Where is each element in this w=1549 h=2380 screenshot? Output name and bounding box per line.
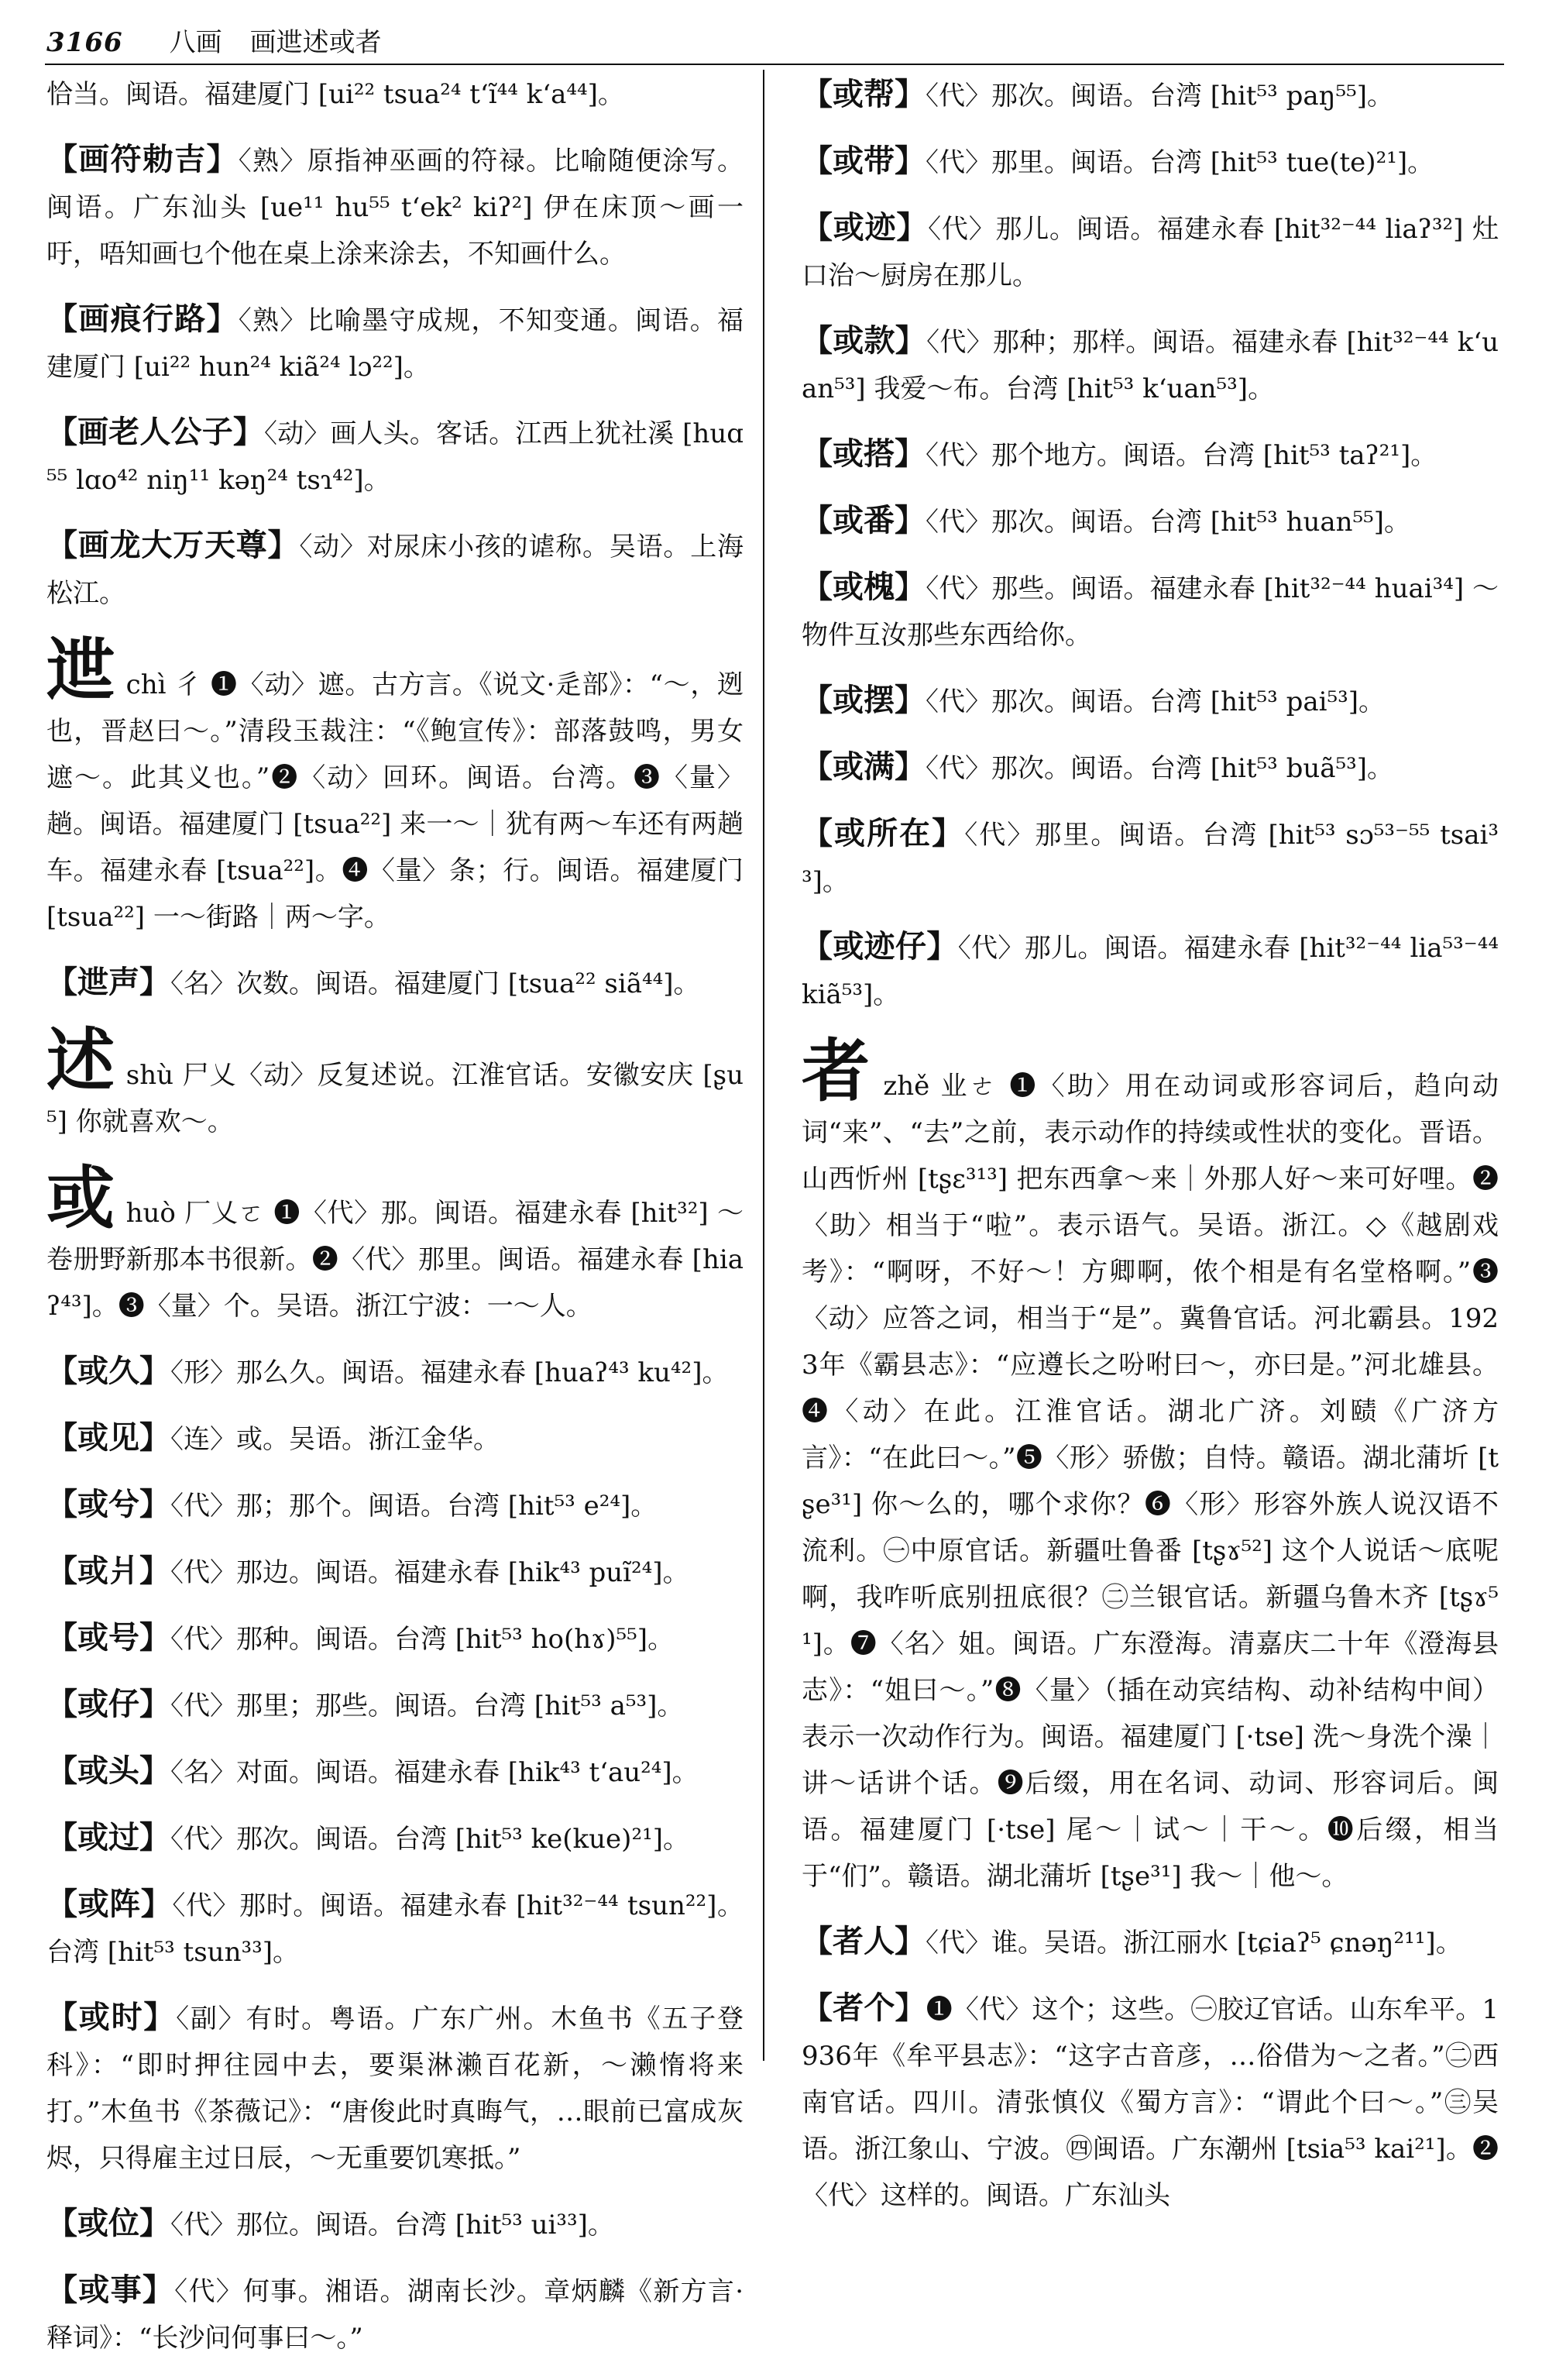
entry-headword: 【画痕行路】 bbox=[46, 301, 239, 337]
compound-entry bbox=[46, 136, 744, 277]
entry-definition: 〈代〉那次。闽语。台湾 [hit⁵³ huan⁵⁵]。 bbox=[926, 507, 1411, 538]
entry-headword: 【或番】 bbox=[802, 502, 926, 538]
entry-definition: 〈代〉谁。吴语。浙江丽水 [tɕiaʔ⁵ ɕnəŋ²¹¹]。 bbox=[926, 1928, 1462, 1959]
headword-char: 或 bbox=[46, 1157, 115, 1238]
entry-headword: 【或兮】 bbox=[46, 1486, 170, 1522]
compound-entry bbox=[46, 296, 744, 390]
header-title: 画迣述或者 bbox=[249, 27, 382, 58]
entry-headword: 【或槐】 bbox=[802, 569, 926, 605]
entry-headword: 【或事】 bbox=[46, 2272, 175, 2308]
compound-entry bbox=[46, 1481, 744, 1529]
headword-entry bbox=[46, 1020, 744, 1145]
entry-headword: 【或迹仔】 bbox=[802, 928, 958, 965]
compound-entry bbox=[802, 431, 1499, 479]
entry-definition: chì 彳 ❶〈动〉遮。古方言。《说文·辵部》：“～，迾也，晋赵曰～。”清段玉裁注：“《鲍宣传》：部落鼓鸣，男女遮～。此其义也。”❷〈动〉回环。闽语。台湾。❸〈量〉趟。闽语。福建厦门 [tsua²²] 来一～｜犹有两～车还有两趟车。福建永春 [tsua²²]。❹〈量〉条；行。闽语。福建厦门 [tsua²²] 一～街路｜两～字。 bbox=[46, 669, 744, 933]
compound-entry bbox=[46, 1415, 744, 1463]
entry-continuation bbox=[46, 71, 744, 118]
entry-definition: 〈动〉画人头。客话。江西上犹社溪 [huɑ⁵⁵ lɑo⁴² niŋ¹¹ kəŋ²⁴ tsɿ⁴²]。 bbox=[46, 418, 744, 496]
compound-entry bbox=[46, 409, 744, 504]
entry-headword: 【或位】 bbox=[46, 2205, 170, 2241]
entry-definition: 〈代〉那种；那样。闽语。福建永春 [hit³²⁻⁴⁴ kʻuan⁵³] 我爱～布。台湾 [hit⁵³ kʻuan⁵³]。 bbox=[802, 327, 1499, 404]
section-label: 八画 bbox=[169, 27, 222, 58]
entry-definition: 〈代〉那种。闽语。台湾 [hit⁵³ ho(hɤ)⁵⁵]。 bbox=[170, 1624, 675, 1655]
entry-definition: 〈代〉那个地方。闽语。台湾 [hit⁵³ taʔ²¹]。 bbox=[926, 440, 1437, 471]
compound-entry bbox=[46, 1548, 744, 1596]
compound-entry bbox=[802, 1985, 1499, 2219]
compound-entry bbox=[46, 2267, 744, 2361]
headword-char: 者 bbox=[802, 1030, 873, 1111]
entry-definition: 〈形〉那么久。闽语。福建永春 [huaʔ⁴³ ku⁴²]。 bbox=[170, 1357, 729, 1388]
entry-definition: 〈代〉那儿。闽语。福建永春 [hit³²⁻⁴⁴ liaʔ³²] 灶口治～厨房在那儿。 bbox=[802, 214, 1499, 291]
column-divider bbox=[763, 70, 764, 2061]
entry-definition: 恰当。闽语。福建厦门 [ui²² tsua²⁴ tʻĩ⁴⁴ kʻa⁴⁴]。 bbox=[46, 79, 624, 110]
entry-definition: shù 尸乂〈动〉反复述说。江淮官话。安徽安庆 [ʂu⁵] 你就喜欢～。 bbox=[46, 1060, 744, 1137]
compound-entry bbox=[802, 744, 1499, 792]
headword-entry bbox=[802, 1030, 1499, 1900]
headword-entry bbox=[46, 1157, 744, 1329]
entry-definition: 〈代〉那时。闽语。福建永春 [hit³²⁻⁴⁴ tsun²²]。台湾 [hit⁵³ tsun³³]。 bbox=[46, 1890, 744, 1968]
entry-headword: 【或头】 bbox=[46, 1752, 170, 1789]
compound-entry bbox=[802, 497, 1499, 545]
entry-headword: 【画符勅吉】 bbox=[46, 141, 239, 177]
entry-headword: 【或爿】 bbox=[46, 1553, 170, 1589]
entry-headword: 【或号】 bbox=[46, 1619, 170, 1656]
entry-headword: 【画老人公子】 bbox=[46, 414, 264, 450]
compound-entry bbox=[802, 71, 1499, 119]
entry-headword: 【者个】 bbox=[802, 1990, 926, 2026]
entry-definition: 〈代〉那里。闽语。台湾 [hit⁵³ tue(te)²¹]。 bbox=[926, 147, 1434, 178]
page-header bbox=[46, 23, 1503, 62]
header-rule bbox=[45, 64, 1504, 65]
entry-definition: 〈熟〉原指神巫画的符禄。比喻随便涂写。闽语。广东汕头 [ue¹¹ hu⁵⁵ tʻek² kiʔ²] 伊在床顶～画一吁，唔知画乜个他在桌上涂来涂去，不知画什么。 bbox=[46, 146, 744, 270]
entry-definition: 〈代〉那位。闽语。台湾 [hit⁵³ ui³³]。 bbox=[170, 2210, 614, 2241]
compound-entry bbox=[46, 1748, 744, 1796]
entry-definition: 〈代〉那次。闽语。台湾 [hit⁵³ pai⁵³]。 bbox=[926, 686, 1386, 717]
entry-headword: 【画龙大万天尊】 bbox=[46, 527, 300, 563]
compound-entry bbox=[46, 1348, 744, 1396]
compound-entry bbox=[802, 318, 1499, 412]
entry-definition: 〈代〉那儿。闽语。福建永春 [hit³²⁻⁴⁴ lia⁵³⁻⁴⁴ kiã⁵³]。 bbox=[802, 933, 1499, 1010]
entry-headword: 【或仔】 bbox=[46, 1686, 170, 1722]
entry-definition: 〈名〉对面。闽语。福建永春 [hik⁴³ tʻau²⁴]。 bbox=[170, 1757, 699, 1788]
compound-entry bbox=[802, 677, 1499, 725]
entry-definition: 〈代〉那；那个。闽语。台湾 [hit⁵³ e²⁴]。 bbox=[170, 1491, 658, 1522]
compound-entry bbox=[46, 2200, 744, 2248]
entry-headword: 【迣声】 bbox=[46, 964, 170, 1000]
entry-headword: 【或时】 bbox=[46, 1999, 177, 2035]
compound-entry bbox=[46, 1881, 744, 1976]
entry-definition: 〈代〉那边。闽语。福建永春 [hik⁴³ puĩ²⁴]。 bbox=[170, 1557, 689, 1588]
entry-headword: 【或摆】 bbox=[802, 682, 926, 718]
entry-headword: 【或久】 bbox=[46, 1353, 170, 1389]
left-column bbox=[46, 71, 744, 2380]
compound-entry bbox=[802, 1918, 1499, 1966]
entry-definition: zhě 业ㄜ ❶〈助〉用在动词或形容词后，趋向动词“来”、“去”之前，表示动作的持续或性状的变化。晋语。山西忻州 [tʂɛ³¹³] 把东西拿～来｜外那人好～来可好哩。❷〈助〉相当于“啦”。表示语气。吴语。浙江。◇《越剧戏考》：“啊呀，不好～！方卿啊，侬个相是有名堂格啊。”❸〈动〉应答之词，相当于“是”。冀鲁官话。河北霸县。1923年《霸县志》：“应遵长之吩咐曰～，亦曰是。”河北雄县。❹〈动〉在此。江淮官话。湖北广济。刘赜《广济方言》：“在此曰～。”❺〈形〉骄傲；自恃。赣语。湖北蒲圻 [tʂe³¹] 你～么的，哪个求你？❻〈形〉形容外族人说汉语不流利。㊀中原官话。新疆吐鲁番 [tʂɤ⁵²] 这个人说话～底呢啊，我咋听底别扭底很？㊁兰银官话。新疆乌鲁木齐 [tʂɤ⁵¹]。❼〈名〉姐。闽语。广东澄海。清嘉庆二十年《澄海县志》：“姐曰～。”❽〈量〉（插在动宾结构、动补结构中间）表示一次动作行为。闽语。福建厦门 [·tse] 洗～身洗个澡｜讲～话讲个话。❾后缀，用在名词、动词、形容词后。闽语。福建厦门 [·tse] 尾～｜试～｜干～。❿后缀，相当于“们”。赣语。湖北蒲圻 [tʂe³¹] 我～｜他～。 bbox=[802, 1071, 1499, 1892]
entry-definition: 〈代〉那些。闽语。福建永春 [hit³²⁻⁴⁴ huai³⁴] ～物件互汝那些东西给你。 bbox=[802, 573, 1499, 651]
headword-char: 述 bbox=[46, 1020, 115, 1100]
entry-definition: 〈代〉那次。闽语。台湾 [hit⁵³ ke(kue)²¹]。 bbox=[170, 1824, 689, 1855]
entry-headword: 【者人】 bbox=[802, 1923, 926, 1959]
entry-headword: 【或帮】 bbox=[802, 76, 926, 112]
entry-headword: 【或满】 bbox=[802, 748, 926, 785]
compound-entry bbox=[802, 138, 1499, 186]
entry-definition: 〈代〉那次。闽语。台湾 [hit⁵³ buã⁵³]。 bbox=[926, 753, 1394, 784]
entry-definition: 〈副〉有时。粤语。广东广州。木鱼书《五子登科》：“即时押往园中去，要渠淋濑百花新，～濑惰将来打。”木鱼书《茶薇记》：“唐俊此时真晦气，…眼前已富成灰烬，只得雇主过日辰，～无重要饥寒抵。” bbox=[46, 2003, 744, 2174]
entry-headword: 【或过】 bbox=[46, 1819, 170, 1856]
compound-entry bbox=[46, 959, 744, 1007]
compound-entry bbox=[46, 522, 744, 617]
entry-headword: 【或所在】 bbox=[802, 815, 965, 851]
headword-entry bbox=[46, 629, 744, 941]
compound-entry bbox=[46, 1994, 744, 2182]
entry-definition: 〈代〉那次。闽语。台湾 [hit⁵³ paŋ⁵⁵]。 bbox=[926, 81, 1394, 112]
entry-headword: 【或迹】 bbox=[802, 209, 929, 246]
entry-definition: 〈代〉那里；那些。闽语。台湾 [hit⁵³ a⁵³]。 bbox=[170, 1690, 684, 1721]
entry-headword: 【或搭】 bbox=[802, 435, 926, 472]
compound-entry bbox=[802, 205, 1499, 299]
entry-definition: 〈代〉那里。闽语。台湾 [hit⁵³ sɔ⁵³⁻⁵⁵ tsai³³]。 bbox=[802, 820, 1499, 897]
compound-entry bbox=[802, 810, 1499, 905]
entry-headword: 【或见】 bbox=[46, 1419, 170, 1456]
entry-definition: 〈熟〉比喻墨守成规，不知变通。闽语。福建厦门 [ui²² hun²⁴ kiã²⁴ lɔ²²]。 bbox=[46, 305, 744, 383]
entry-headword: 【或带】 bbox=[802, 143, 926, 179]
right-column bbox=[802, 71, 1499, 2237]
entry-definition: 〈连〉或。吴语。浙江金华。 bbox=[170, 1424, 500, 1455]
compound-entry bbox=[46, 1681, 744, 1729]
page-number: 3166 bbox=[46, 27, 123, 58]
compound-entry bbox=[802, 564, 1499, 659]
entry-definition: huò 厂乂ㄛ ❶〈代〉那。闽语。福建永春 [hit³²] ～卷册野新那本书很新。❷〈代〉那里。闽语。福建永春 [hiaʔ⁴³]。❸〈量〉个。吴语。浙江宁波：一～人。 bbox=[46, 1198, 744, 1322]
entry-definition: 〈名〉次数。闽语。福建厦门 [tsua²² siã⁴⁴]。 bbox=[170, 968, 700, 999]
compound-entry bbox=[46, 1814, 744, 1862]
compound-entry bbox=[802, 923, 1499, 1018]
entry-definition: ❶〈代〉这个；这些。㊀胶辽官话。山东牟平。1936年《牟平县志》：“这字古音彦，…俗借为～之者。”㊁西南官话。四川。清张慎仪《蜀方言》：“谓此个曰～。”㊂吴语。浙江象山、宁波。㊃闽语。广东潮州 [tsia⁵³ kai²¹]。❷〈代〉这样的。闽语。广东汕头 bbox=[802, 1994, 1499, 2211]
entry-definition: 〈动〉对尿床小孩的谑称。吴语。上海松江。 bbox=[46, 531, 744, 609]
entry-definition: 〈代〉何事。湘语。湖南长沙。章炳麟《新方言·释词》：“长沙问何事曰～。” bbox=[46, 2276, 744, 2354]
entry-headword: 【或阵】 bbox=[46, 1886, 173, 1922]
entry-headword: 【或款】 bbox=[802, 322, 927, 359]
compound-entry bbox=[46, 1615, 744, 1663]
headword-char: 迣 bbox=[46, 629, 115, 710]
